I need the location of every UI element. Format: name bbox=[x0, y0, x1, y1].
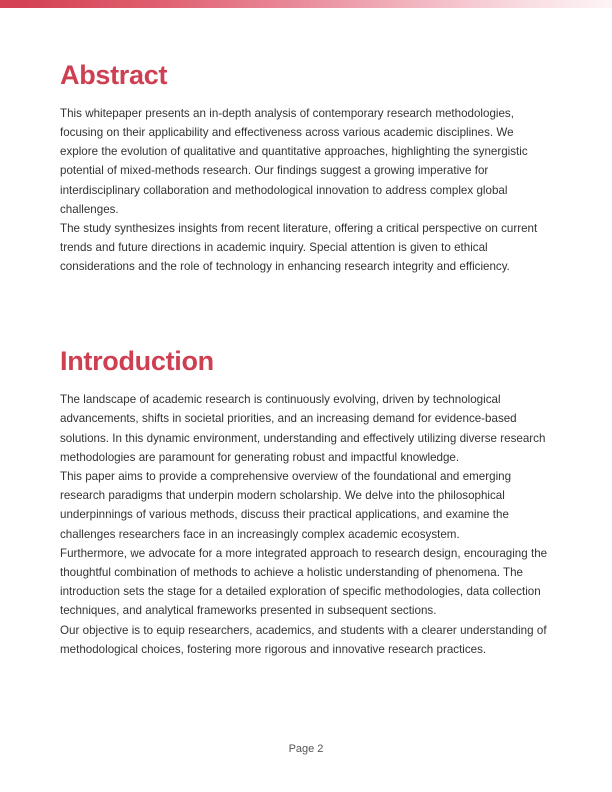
page-footer bbox=[0, 739, 612, 757]
section-abstract bbox=[60, 0, 552, 277]
introduction-paragraph-4: Our objective is to equip researchers, academics, and students with a clearer understanding of methodological choices, fostering more rigorous and innovative research practices. bbox=[60, 623, 547, 656]
abstract-paragraphs bbox=[60, 104, 552, 277]
introduction-paragraph-3: Furthermore, we advocate for a more integrated approach to research design, encouraging the thoughtful combination of methods to achieve a holistic understanding of phenomena. The introduction sets the stage for a detailed exploration of specific methodologies, data collection techniques, and analytical frameworks presented in subsequent sections. bbox=[60, 546, 548, 618]
abstract-paragraph-1: This whitepaper presents an in-depth analysis of contemporary research methodologies, focusing on their applicability and effectiveness across various academic disciplines. We explore the evolution of qualitative and quantitative approaches, highlighting the synergistic potential of mixed-methods research. Our findings suggest a growing imperative for interdisciplinary collaboration and methodological innovation to address complex global challenges. bbox=[60, 106, 528, 216]
section-introduction bbox=[60, 347, 552, 660]
abstract-paragraph-2: The study synthesizes insights from recent literature, offering a critical perspective on current trends and future directions in academic inquiry. Special attention is given to ethical considerations and the role of technology in enhancing research integrity and efficiency. bbox=[60, 221, 538, 274]
introduction-paragraph-2: This paper aims to provide a comprehensive overview of the foundational and emerging research paradigms that underpin modern scholarship. We delve into the philosophical underpinnings of various methods, discuss their practical applications, and examine the challenges researchers face in an increasingly complex academic ecosystem. bbox=[60, 470, 512, 541]
introduction-paragraph-1: The landscape of academic research is continuously evolving, driven by technological advancements, shifts in societal priorities, and an increasing demand for evidence-based solutions. In this dynamic environment, understanding and effectively utilizing diverse research methodologies are paramount for generating robust and impactful knowledge. bbox=[60, 393, 546, 464]
introduction-heading: Introduction bbox=[60, 345, 214, 376]
abstract-heading: Abstract bbox=[60, 60, 168, 90]
introduction-paragraphs bbox=[60, 390, 552, 659]
page-number-label: Page 2 bbox=[288, 743, 324, 755]
